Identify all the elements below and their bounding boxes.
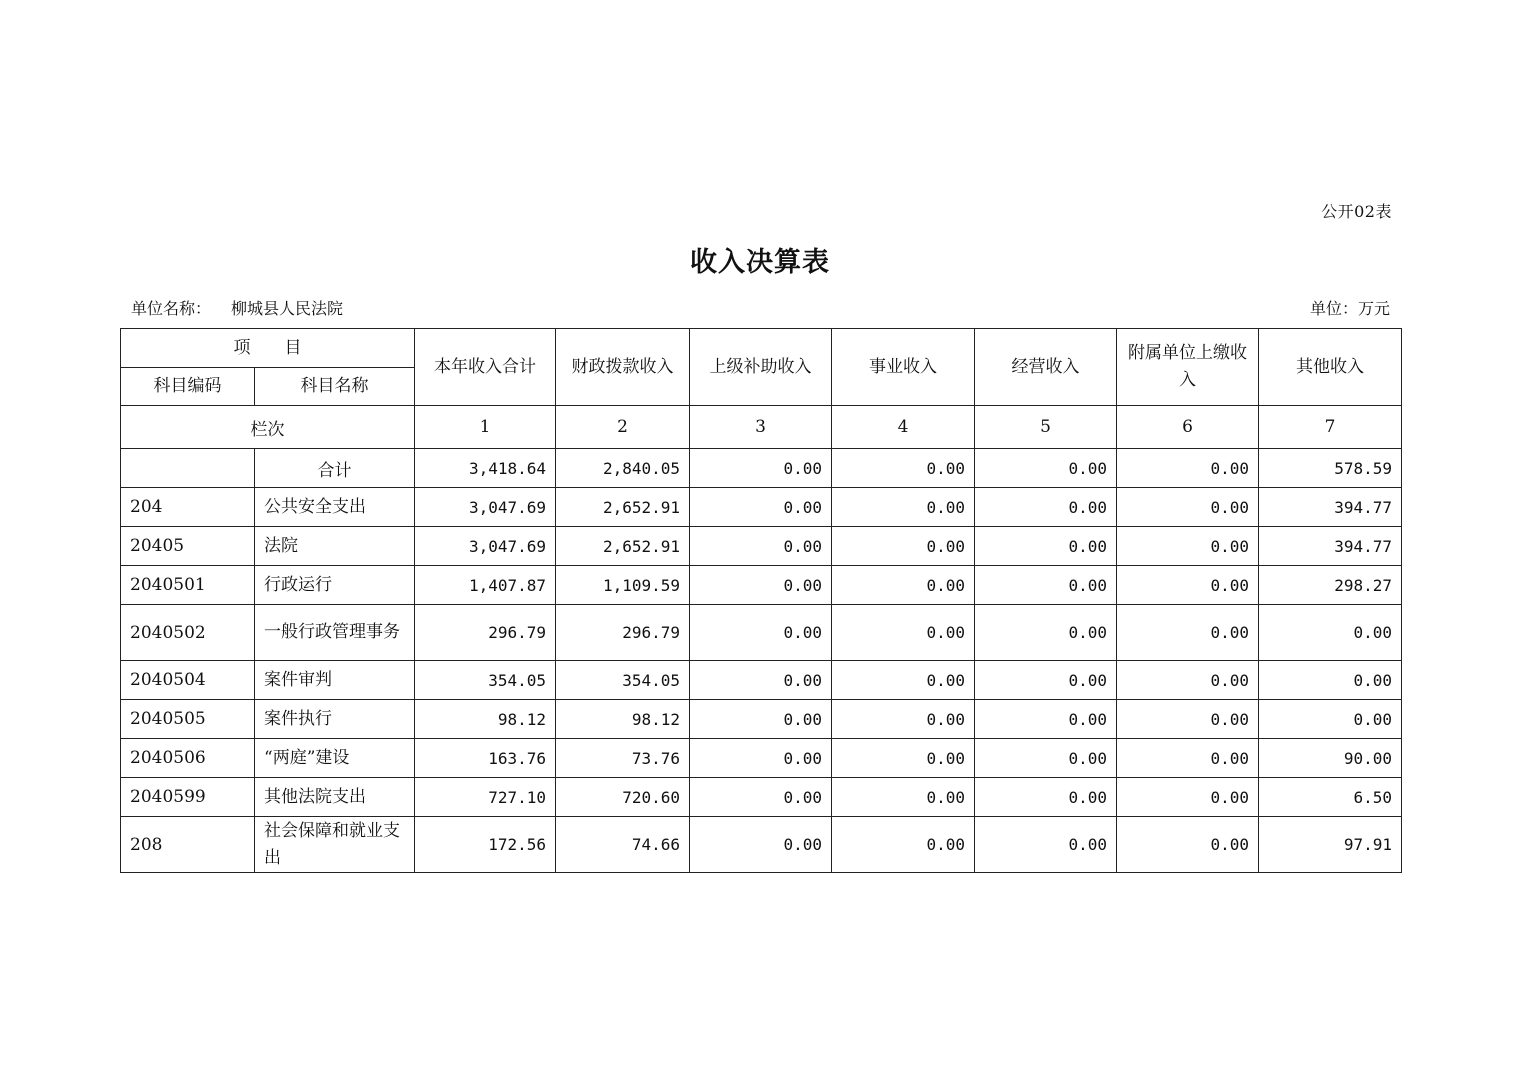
amount-cell: 0.00: [1117, 700, 1259, 739]
amount-cell: 0.00: [975, 488, 1117, 527]
amount-cell: 0.00: [690, 661, 832, 700]
amount-cell: 3,047.69: [415, 527, 556, 566]
header-business-income: 事业收入: [832, 329, 975, 406]
amount-cell: 0.00: [1117, 527, 1259, 566]
subject-code-cell: 204: [121, 488, 255, 527]
amount-cell: 163.76: [415, 739, 556, 778]
header-subject-code: 科目编码: [121, 368, 255, 406]
amount-cell: 0.00: [975, 449, 1117, 488]
index-cell: 3: [690, 406, 832, 449]
amount-cell: 0.00: [1117, 817, 1259, 873]
amount-cell: 578.59: [1259, 449, 1402, 488]
amount-cell: 1,109.59: [556, 566, 690, 605]
subject-code-cell: 20405: [121, 527, 255, 566]
table-row: [121, 566, 1402, 605]
amount-cell: 0.00: [832, 488, 975, 527]
header-total-income: 本年收入合计: [415, 329, 556, 406]
amount-cell: 3,047.69: [415, 488, 556, 527]
header-subject-name: 科目名称: [255, 368, 415, 406]
amount-cell: 0.00: [975, 605, 1117, 661]
table-row: [121, 700, 1402, 739]
amount-cell: 0.00: [975, 566, 1117, 605]
amount-cell: 2,840.05: [556, 449, 690, 488]
amount-cell: 0.00: [690, 739, 832, 778]
subject-code-cell: 2040505: [121, 700, 255, 739]
amount-cell: 0.00: [1259, 605, 1402, 661]
amount-cell: 98.12: [415, 700, 556, 739]
amount-cell: 0.00: [975, 778, 1117, 817]
subject-name-cell: 合计: [255, 449, 415, 488]
amount-cell: 0.00: [1117, 488, 1259, 527]
amount-cell: 0.00: [832, 449, 975, 488]
table-row: [121, 661, 1402, 700]
amount-cell: 1,407.87: [415, 566, 556, 605]
subject-code-cell: 2040599: [121, 778, 255, 817]
amount-cell: 0.00: [832, 605, 975, 661]
subject-code-cell: 208: [121, 817, 255, 873]
subject-name-cell: 公共安全支出: [255, 488, 415, 527]
amount-cell: 0.00: [832, 817, 975, 873]
unit-name-value: 柳城县人民法院: [231, 299, 344, 318]
subject-name-cell: 案件执行: [255, 700, 415, 739]
subject-code-cell: 2040506: [121, 739, 255, 778]
amount-cell: 296.79: [556, 605, 690, 661]
amount-cell: 0.00: [832, 700, 975, 739]
subject-name-cell: 其他法院支出: [255, 778, 415, 817]
amount-cell: 0.00: [1117, 566, 1259, 605]
table-row: [121, 605, 1402, 661]
table-row: [121, 488, 1402, 527]
index-row: [121, 406, 1402, 449]
amount-cell: 0.00: [1117, 739, 1259, 778]
table-row: [121, 739, 1402, 778]
amount-cell: 2,652.91: [556, 488, 690, 527]
amount-cell: 0.00: [832, 778, 975, 817]
index-label: 栏次: [121, 406, 415, 449]
amount-cell: 0.00: [690, 527, 832, 566]
amount-cell: 73.76: [556, 739, 690, 778]
subject-name-cell: 社会保障和就业支出: [255, 817, 415, 873]
header-operating-income: 经营收入: [975, 329, 1117, 406]
amount-cell: 0.00: [975, 817, 1117, 873]
index-cell: 4: [832, 406, 975, 449]
amount-cell: 90.00: [1259, 739, 1402, 778]
amount-cell: 394.77: [1259, 488, 1402, 527]
subject-code-cell: 2040502: [121, 605, 255, 661]
amount-cell: 6.50: [1259, 778, 1402, 817]
index-cell: 5: [975, 406, 1117, 449]
amount-cell: 296.79: [415, 605, 556, 661]
index-cell: 1: [415, 406, 556, 449]
subject-name-cell: 案件审判: [255, 661, 415, 700]
amount-cell: 354.05: [556, 661, 690, 700]
header-other-income: 其他收入: [1259, 329, 1402, 406]
index-cell: 6: [1117, 406, 1259, 449]
amount-cell: 0.00: [832, 661, 975, 700]
index-cell: 2: [556, 406, 690, 449]
amount-cell: 0.00: [975, 661, 1117, 700]
subject-code-cell: 2040501: [121, 566, 255, 605]
amount-cell: 0.00: [690, 488, 832, 527]
amount-cell: 0.00: [690, 817, 832, 873]
amount-cell: 0.00: [1259, 700, 1402, 739]
amount-cell: 0.00: [690, 778, 832, 817]
amount-cell: 0.00: [975, 739, 1117, 778]
table-row: [121, 817, 1402, 873]
header-fiscal-appropriation: 财政拨款收入: [556, 329, 690, 406]
amount-cell: 0.00: [1259, 661, 1402, 700]
table-row: [121, 527, 1402, 566]
header-superior-subsidy: 上级补助收入: [690, 329, 832, 406]
header-project: 项 目: [121, 329, 415, 368]
form-code: 公开02表: [1321, 202, 1392, 221]
amount-cell: 2,652.91: [556, 527, 690, 566]
amount-cell: 720.60: [556, 778, 690, 817]
amount-cell: 0.00: [1117, 778, 1259, 817]
page-title: 收入决算表: [690, 247, 830, 278]
currency-unit: 单位：万元: [1309, 299, 1390, 318]
subject-code-cell: [121, 449, 255, 488]
amount-cell: 354.05: [415, 661, 556, 700]
income-table: [120, 328, 1402, 873]
subject-name-cell: 法院: [255, 527, 415, 566]
amount-cell: 0.00: [690, 566, 832, 605]
amount-cell: 3,418.64: [415, 449, 556, 488]
amount-cell: 0.00: [832, 739, 975, 778]
subject-name-cell: 一般行政管理事务: [255, 605, 415, 661]
amount-cell: 0.00: [1117, 661, 1259, 700]
amount-cell: 0.00: [690, 605, 832, 661]
subject-name-cell: 行政运行: [255, 566, 415, 605]
amount-cell: 0.00: [975, 527, 1117, 566]
amount-cell: 0.00: [690, 449, 832, 488]
amount-cell: 0.00: [690, 700, 832, 739]
amount-cell: 0.00: [832, 566, 975, 605]
amount-cell: 98.12: [556, 700, 690, 739]
table-row: [121, 778, 1402, 817]
amount-cell: 172.56: [415, 817, 556, 873]
amount-cell: 0.00: [1117, 449, 1259, 488]
subject-code-cell: 2040504: [121, 661, 255, 700]
unit-name-line: [131, 296, 343, 319]
amount-cell: 394.77: [1259, 527, 1402, 566]
amount-cell: 74.66: [556, 817, 690, 873]
amount-cell: 727.10: [415, 778, 556, 817]
header-affiliated-unit-income: 附属单位上缴收入: [1117, 329, 1259, 406]
amount-cell: 298.27: [1259, 566, 1402, 605]
unit-name-label: 单位名称：: [131, 299, 212, 318]
amount-cell: 0.00: [975, 700, 1117, 739]
index-cell: 7: [1259, 406, 1402, 449]
amount-cell: 0.00: [1117, 605, 1259, 661]
subject-name-cell: “两庭”建设: [255, 739, 415, 778]
amount-cell: 0.00: [832, 527, 975, 566]
table-row: [121, 449, 1402, 488]
amount-cell: 97.91: [1259, 817, 1402, 873]
